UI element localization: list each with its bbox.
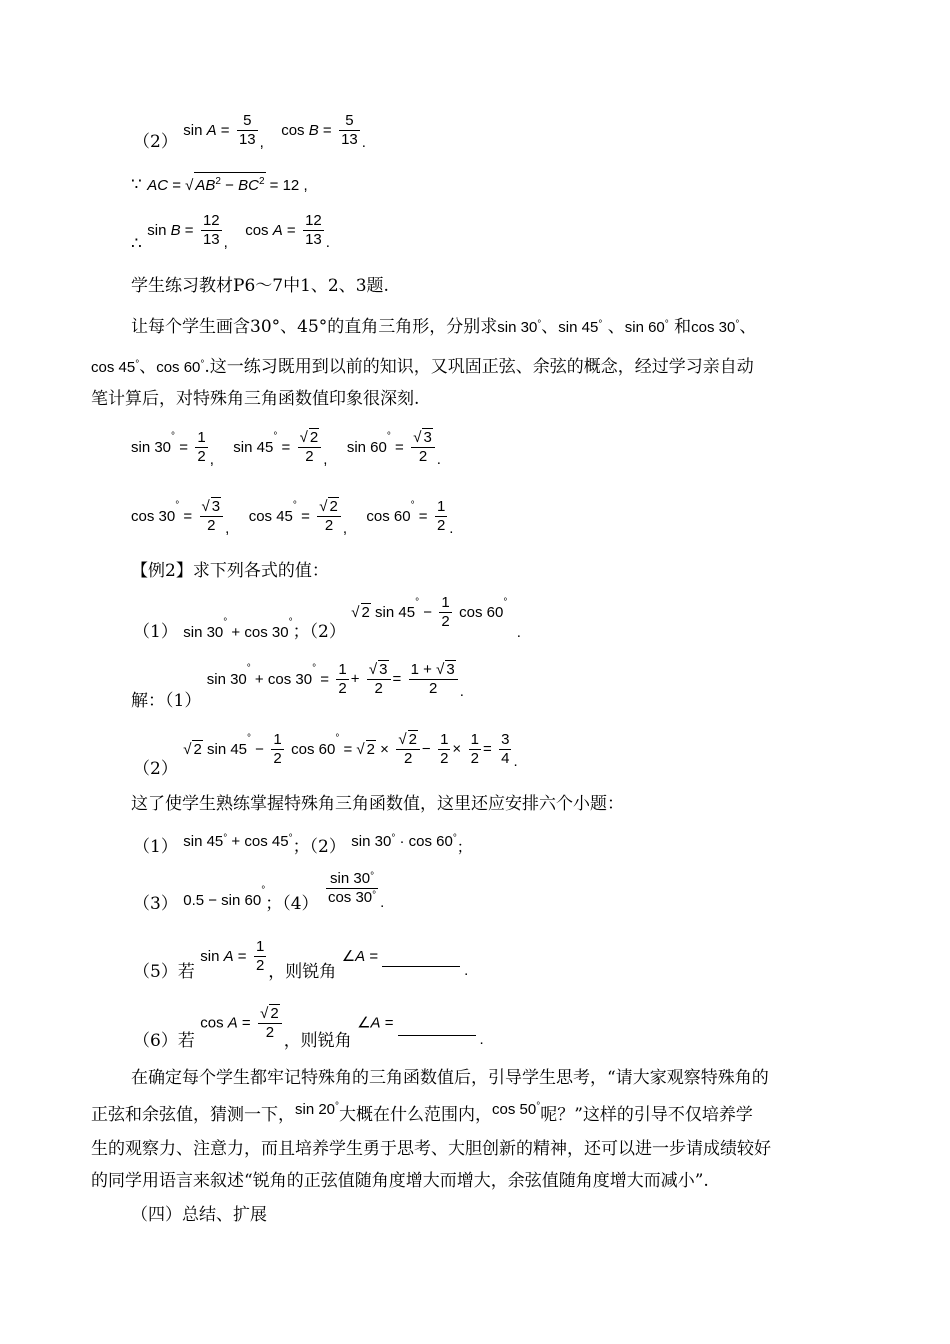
fraction: $\frac{5}{13}$ [341, 112, 358, 148]
fraction: $\frac{12}{13}$ [305, 212, 322, 248]
fraction: $\frac{12}{13}$ [202, 212, 220, 248]
fraction: $\frac{5}{13}$ [238, 112, 256, 148]
line-sinB-cosA: ∴ sin B = $\frac{12}{13}$ , cos A = $\frac{12}{13}$ . [131, 212, 330, 254]
solution-2: （2） √ 2 sin 45° − $\frac{1}{2}$ cos 60° = √ 2 × $\frac{√ 2}{2}$ − $\frac{1}{2}$ × $\frac{1}{2}$ = $\frac{3}{4}$ . [133, 730, 518, 779]
answer-blank[interactable] [398, 1035, 476, 1036]
solution-1: 解：（1） sin 30° + cos 30° = $\frac{1}{2}$ + $\frac{√ 3}{2}$ = $\frac{1 + √ 3}{2}$ . [131, 660, 464, 711]
paragraph: 正弦和余弦值，猜测一下，sin 20°大概在什么范围内，cos 50°呢？”这样的引导不仅培养学 [91, 1101, 753, 1125]
paragraph: 这了使学生熟练掌握特殊角三角函数值，这里还应安排六个小题： [131, 794, 624, 814]
example-questions: （1） sin 30° + cos 30°；（2） √ 2 sin 45° − $\frac{1}{2}$ cos 60° . [133, 594, 521, 642]
exercise-5: （5）若 sin A = $\frac{1}{2}$ ，则锐角 ∠A =. [133, 938, 469, 982]
paragraph: 笔计算后，对特殊角三角函数值印象很深刻. [91, 389, 420, 409]
answer-blank[interactable] [382, 966, 460, 967]
exercise-6: （6）若 cos A = $\frac{√ 2}{2}$ ，则锐角 ∠A =. [133, 1005, 484, 1051]
paragraph: cos 45°、cos 60°.这一练习既用到以前的知识，又巩固正弦、余弦的概念，经过学习亲自动 [91, 357, 754, 377]
paragraph: 在确定每个学生都牢记特殊角的三角函数值后，引导学生思考，“请大家观察特殊角的 [131, 1068, 769, 1088]
exercise-1-2: （1） sin 45° + cos 45°；（2） sin 30° · cos 60°； [133, 833, 472, 857]
paragraph: 学生练习教材P6～7中1、2、3题. [131, 276, 389, 296]
section-heading: （四）总结、扩展 [131, 1205, 267, 1225]
paragraph: 让每个学生画含30°、45°的直角三角形，分别求sin 30°、sin 45° 、sin 60° 和cos 30°、 [131, 317, 757, 337]
example-heading: 【例2】求下列各式的值： [131, 561, 329, 581]
exercise-3-4: （3） 0.5 − sin 60°；（4） $\frac{\sin 30^\circ}{\cos 30^\circ}$ . [133, 870, 385, 914]
line-sinA-cosB: （2） sin A = $\frac{5}{13}$ , cos B = $\frac{5}{13}$ . [133, 112, 366, 152]
formula-row-cos: cos 30° = $\frac{√ 3}{2}$ , cos 45° = $\frac{√ 2}{2}$ , cos 60° = $\frac{1}{2}$ . [131, 497, 454, 537]
paragraph: 的同学用语言来叙述“锐角的正弦值随角度增大而增大，余弦值随角度增大而减小”. [91, 1171, 709, 1191]
paragraph: 生的观察力、注意力，而且培养学生勇于思考、大胆创新的精神，还可以进一步请成绩较好 [91, 1139, 771, 1159]
therefore-symbol: ∴ [131, 234, 142, 254]
because-symbol: ∵ [131, 175, 142, 195]
line-ac: ∵ AC = √ $AB^2 - BC^2 = 12$ , [131, 172, 308, 197]
formula-row-sin: sin 30° = $\frac{1}{2}$ , sin 45° = $\frac{√ 2}{2}$ , sin 60° = $\frac{√ 3}{2}$ . [131, 428, 441, 468]
item-number: （2） [133, 132, 178, 152]
